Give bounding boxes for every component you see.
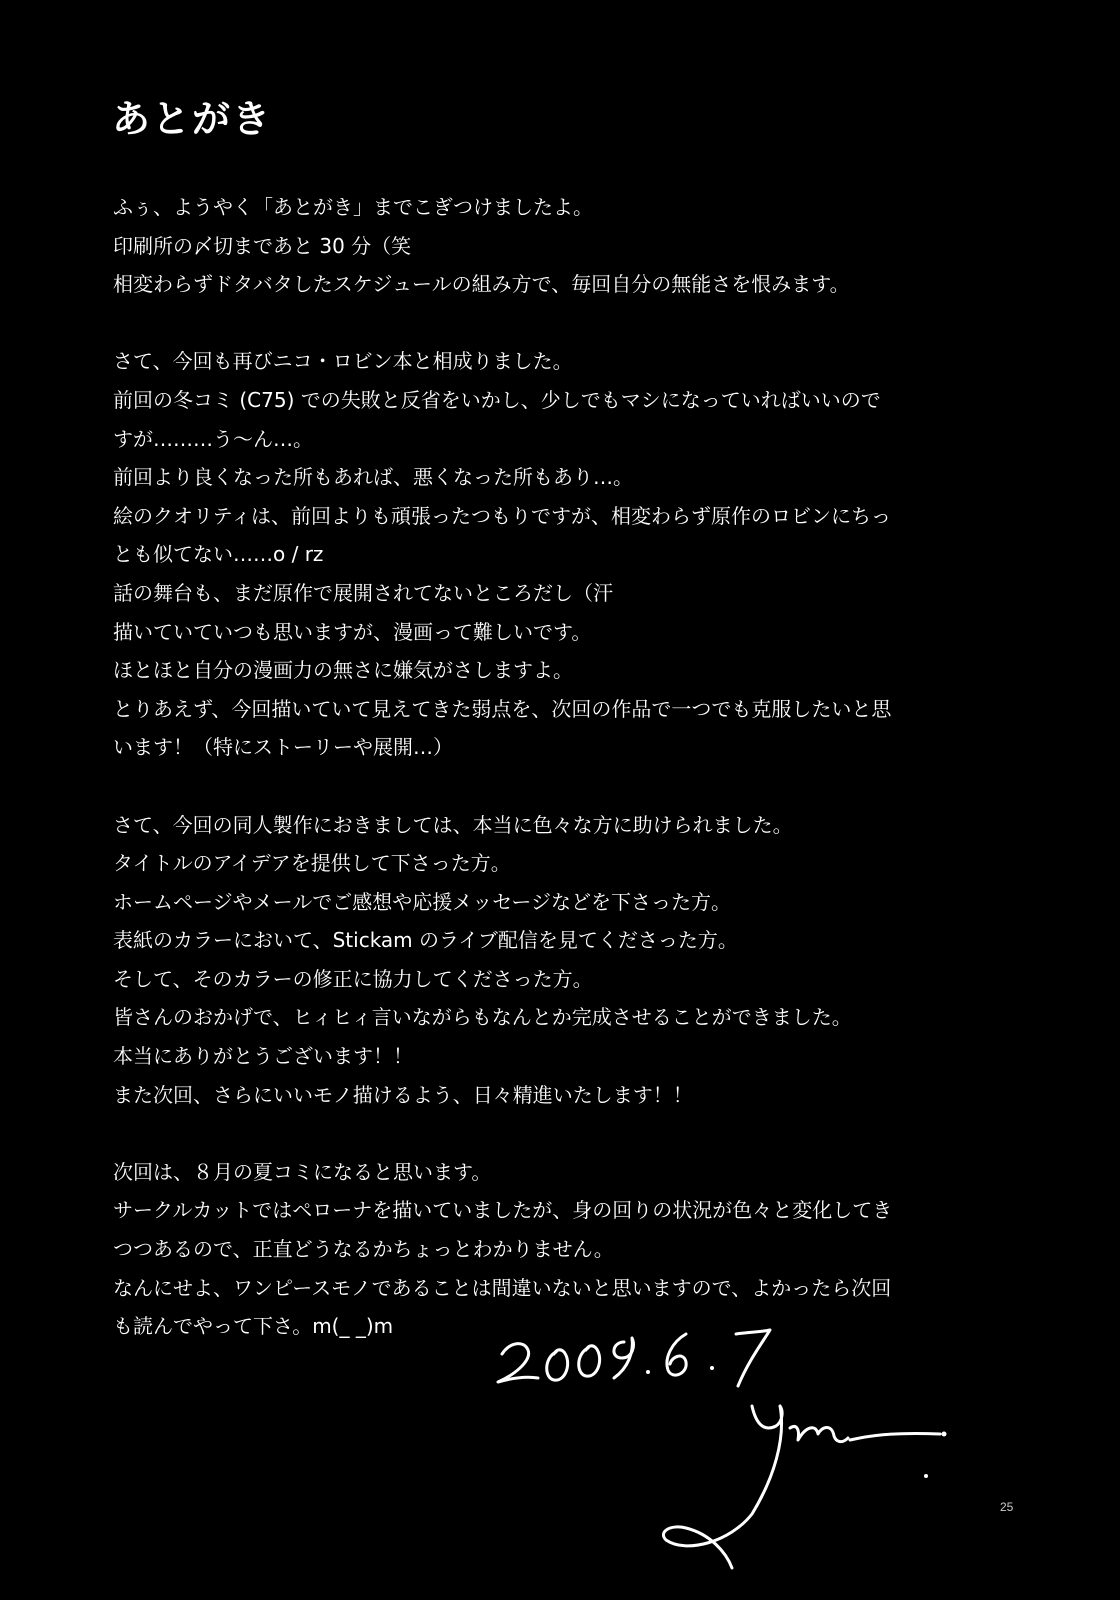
text-line: 表紙のカラーにおいて、Stickam のライブ配信を見てくださった方。	[113, 928, 738, 953]
signature-stroke	[547, 1350, 568, 1380]
text-line: そして、そのカラーの修正に協力してくださった方。	[113, 966, 593, 991]
text-line: います！（特にストーリーや展開…）	[113, 735, 453, 760]
text-line: 話の舞台も、まだ原作で展開されてないところだし（汗	[113, 580, 613, 605]
text-line: 前回より良くなった所もあれば、悪くなった所もあり…。	[113, 465, 633, 490]
signature-stroke	[579, 1346, 600, 1376]
text-line: 相変わらずドタバタしたスケジュールの組み方で、毎回自分の無能さを恨みます。	[113, 272, 850, 297]
text-line: 次回は、８月の夏コミになると思います。	[113, 1159, 492, 1184]
page-number: 25	[1000, 1500, 1014, 1514]
signature-stroke	[663, 1406, 782, 1568]
text-line: とも似てない……o / rz	[113, 542, 324, 567]
signature-stroke	[790, 1427, 848, 1442]
text-line: ホームページやメールでご感想や応援メッセージなどを下さった方。	[113, 889, 731, 914]
signature-stroke	[736, 1330, 770, 1386]
signature-stroke	[614, 1338, 634, 1378]
text-line: ふぅ、ようやく「あとがき」までこぎつけましたよ。	[113, 195, 593, 219]
signature-dot	[646, 1370, 650, 1374]
text-line: 本当にありがとうございます！！	[113, 1044, 413, 1069]
text-line: 皆さんのおかげで、ヒィヒィ言いながらもなんとか完成させることができました。	[113, 1005, 852, 1030]
text-line: サークルカットではペローナを描いていましたが、身の回りの状況が色々と変化してき	[113, 1198, 893, 1223]
paragraph-gap	[113, 304, 993, 343]
text-line: さて、今回の同人製作におきましては、本当に色々な方に助けられました。	[113, 812, 793, 837]
text-line: とりあえず、今回描いていて見えてきた弱点を、次回の作品で一つでも克服したいと思	[113, 696, 892, 721]
signature-dot	[710, 1366, 714, 1370]
text-line: 絵のクオリティは、前回よりも頑張ったつもりですが、相変わらず原作のロビンにちっ	[113, 503, 891, 528]
handwritten-signature	[490, 1328, 960, 1578]
text-line: 印刷所の〆切まであと 30 分（笑	[113, 233, 412, 258]
signature-dot	[942, 1432, 947, 1437]
text-line: タイトルのアイデアを提供して下さった方。	[113, 851, 511, 876]
text-line: つつあるので、正直どうなるかちょっとわかりません。	[113, 1237, 614, 1262]
text-line: 描いていていつも思いますが、漫画って難しいです。	[113, 619, 592, 644]
text-line: なんにせよ、ワンピースモノであることは間違いないと思いますので、よかったら次回	[113, 1275, 892, 1300]
signature-dot	[924, 1474, 928, 1478]
afterword-body	[113, 188, 993, 1346]
paragraph-gap	[113, 1114, 993, 1153]
text-line: すが………う〜ん…。	[113, 426, 313, 451]
text-line: さて、今回も再びニコ・ロビン本と相成りました。	[113, 349, 573, 374]
text-line: また次回、さらにいいモノ描けるよう、日々精進いたします！！	[113, 1082, 693, 1107]
signature-stroke	[667, 1334, 686, 1375]
text-line: 前回の冬コミ (C75) での失敗と反省をいかし、少しでもマシになっていればいいので	[113, 387, 881, 412]
page-title: あとがき	[112, 96, 273, 141]
text-line: ほとほと自分の漫画力の無さに嫌気がさしますよ。	[113, 658, 573, 683]
text-line: も読んでやって下さ。m(_ _)m	[113, 1314, 394, 1339]
paragraph-gap	[113, 767, 993, 806]
signature-stroke	[850, 1433, 940, 1440]
signature-stroke	[498, 1344, 538, 1382]
